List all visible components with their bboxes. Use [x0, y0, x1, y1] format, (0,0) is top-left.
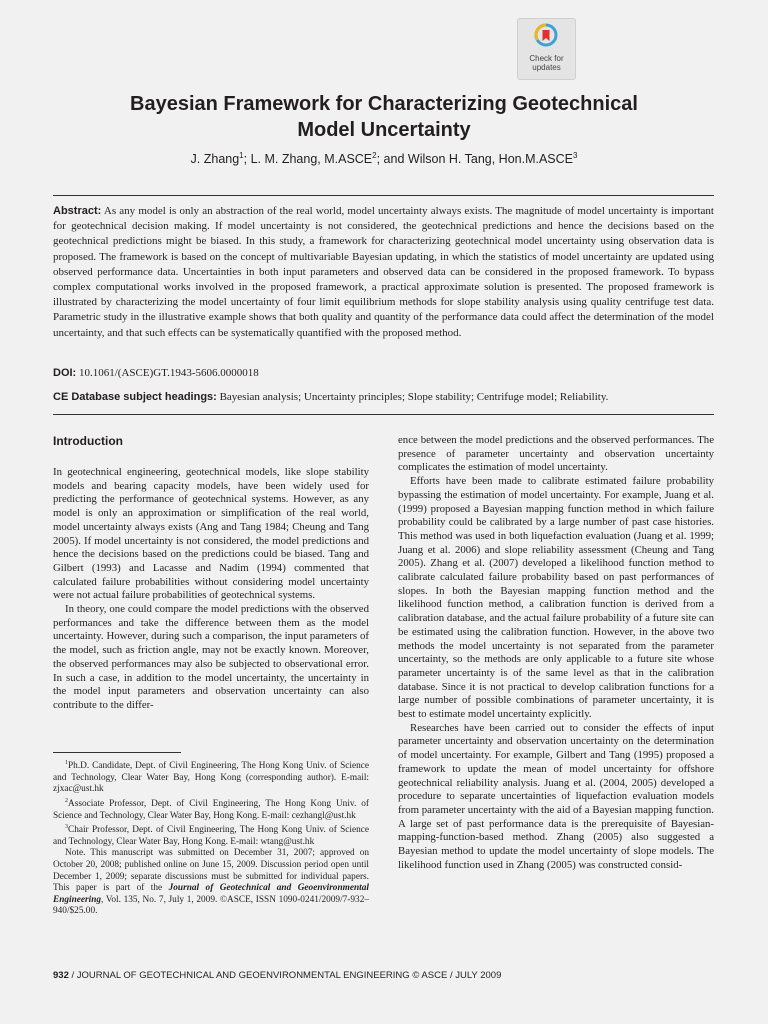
manuscript-note: Note. This manuscript was submitted on December 31, 2007; approved on October 20, 2008; published online on June 15, 2009. Discussion period open until December 1, 2009; separate discussions must be submitted for individual papers. This paper is part of the Journal of Geotechnical and Geoenvironmental Engineering, Vol. 135, No. 7, July 1, 2009. ©ASCE, ISSN 1090-0241/2009/7-932–940/$25.00.: [53, 848, 369, 917]
author-name: Wilson H. Tang, Hon.M.ASCE: [407, 152, 573, 167]
abstract: [53, 204, 714, 341]
left-column: [53, 466, 369, 713]
right-column: [398, 434, 714, 873]
abstract-text: As any model is only an abstraction of the real world, model uncertainty always exists. The magnitude of model uncertainty is important for geotechnical decision making. If model uncertainty is not considered, the geotechnical predictions and hence the decisions based on the geotechnical predictions might be biased. In this study, a framework for characterizing geotechnical model uncertainty using observation data is proposed. The framework is based on the concept of multivariable Bayesian updating, in which the statistics of model uncertainty are updated using observed performance data. Uncertainties in both input parameters and observed data can be considered in the proposed framework. To bypass complex computational works involved in the proposed framework, a practical approximate solution is presented. The proposed framework is illustrated by characterizing the model uncertainty of four limit equilibrium methods for slope stability analysis using quality centrifuge test data. Parametric study in the illustrative example shows that both quality and quantity of the performance data could affect the determination of the model uncertainty, and that such effects can be systematically quantified with the proposed method.: [53, 205, 714, 339]
paragraph: Researches have been carried out to consider the effects of input parameter uncertainty and observation uncertainty on the determination of model uncertainty. For example, Gilbert and Tang (1995) proposed a framework to update the mean of model uncertainty for offshore geotechnical reliability analysis. Juang et al. (2004, 2005) developed a procedure to separate uncertainties of liquefaction evaluation models from parameter uncertainty with the aid of a Bayesian mapping function. A large set of past performance data is the prerequisite of Bayesian-mapping-function-based method. Zhang (2005) also suggested a Bayesian method to update the model uncertainty of slope models. The likelihood function used in Zhang (2005) was constructed consid-: [398, 721, 714, 871]
paragraph: In theory, one could compare the model predictions with the observed performances and take the difference between them as the model uncertainty. However, during such a comparison, the input parameters of the model, such as friction angle, may not be exactly known. Moreover, the observed performances may also be subjected to observational error. In such a case, in addition to the model uncertainty, the uncertainty in the model input parameters and observation uncertainty can also contribute to the differ-: [53, 603, 369, 711]
footnote: $^2$Associate Professor, Dept. of Civil Engineering, The Hong Kong Univ. of Science and Technology, Clear Water Bay, Hong Kong. E-mail: cezhangl@ust.hk: [53, 797, 369, 821]
abstract-label: Abstract:: [53, 205, 102, 217]
paragraph: ence between the model predictions and the observed performances. The presence of parameter uncertainty and observation uncertainty complicates the estimation of model uncertainty.: [398, 434, 714, 474]
author-name: L. M. Zhang, M.ASCE: [250, 152, 373, 167]
paragraph: In geotechnical engineering, geotechnical models, like slope stability models and bearing capacity models, have been widely used for predicting the performance of geotechnical systems. However, as any model is only an approximation or simplification of the real world, model uncertainty always exists (Ang and Tang 1984; Cheung and Tang 2005). If model uncertainty is not considered, the model predictions and hence the decisions based on the predictions could be biased. Tang and Gilbert (1993) and Lacasse and Nadim (1994) commented that calculated failure probabilities without considering model uncertainty were not actual failure probabilities of geotechnical systems.: [53, 466, 369, 602]
section-heading-introduction: Introduction: [53, 434, 123, 448]
badge-label: Check for updates: [529, 54, 564, 72]
page-footer: 932 / JOURNAL OF GEOTECHNICAL AND GEOENVIRONMENTAL ENGINEERING © ASCE / JULY 2009: [53, 970, 502, 981]
page-number: 932: [53, 970, 69, 981]
section-divider: [53, 414, 714, 415]
doi-line: DOI: 10.1061/(ASCE)GT.1943-5606.0000018: [53, 367, 259, 379]
paper-title: Bayesian Framework for Characterizing Geotechnical Model Uncertainty: [130, 93, 638, 141]
doi-link[interactable]: 10.1061/(ASCE)GT.1943-5606.0000018: [78, 367, 259, 379]
crossmark-icon: [534, 23, 558, 47]
author-name: J. Zhang: [190, 152, 240, 167]
subject-headings: CE Database subject headings: Bayesian analysis; Uncertainty principles; Slope stability; Centrifuge model; Reliability.: [53, 391, 609, 403]
footnote: $^1$Ph.D. Candidate, Dept. of Civil Engineering, The Hong Kong Univ. of Science and Technology, Clear Water Bay, Hong Kong (corresponding author). E-mail: zjxac@ust.hk: [53, 760, 369, 795]
paragraph: Efforts have been made to calibrate estimated failure probability bypassing the estimation of model uncertainty. For example, Juang et al. (1999) proposed a Bayesian mapping function method in which failure probability could be calibrated by a large number of past case histories. This method was used in both liquefaction evaluation (Juang et al. 1999; Juang et al. 2006) and slope reliability assessment (Cheung and Tang 2005). Zhang et al. (2007) developed a likelihood function method to calibrate calculated failure probability based on past performances of slopes. In both the Bayesian mapping function method and the likelihood function method, a calibration function is derived from a calibration database, and the actual failure probability of a future site can be estimated using the calibration function. However, in the above two methods the model uncertainty is not separated from the parameter uncertainty, so the methods are only applicable to a future site whose parameter uncertainty is of the same level as that in the calibration database. Since it is not practical to develop calibration functions for a large number of possible combinations of parameter uncertainty, it is best to estimate model uncertainty explicitly.: [398, 475, 714, 721]
footnote-divider: [53, 752, 181, 753]
author-list: J. Zhang$^1$; L. M. Zhang, M.ASCE$^2$; and Wilson H. Tang, Hon.M.ASCE$^3$: [190, 151, 578, 167]
footnotes: [53, 758, 369, 918]
footnote: $^3$Chair Professor, Dept. of Civil Engineering, The Hong Kong Univ. of Science and Technology, Clear Water Bay, Hong Kong. E-mail: wtang@ust.hk: [53, 824, 369, 847]
check-for-updates-badge[interactable]: [517, 18, 576, 80]
top-divider: [53, 195, 714, 196]
